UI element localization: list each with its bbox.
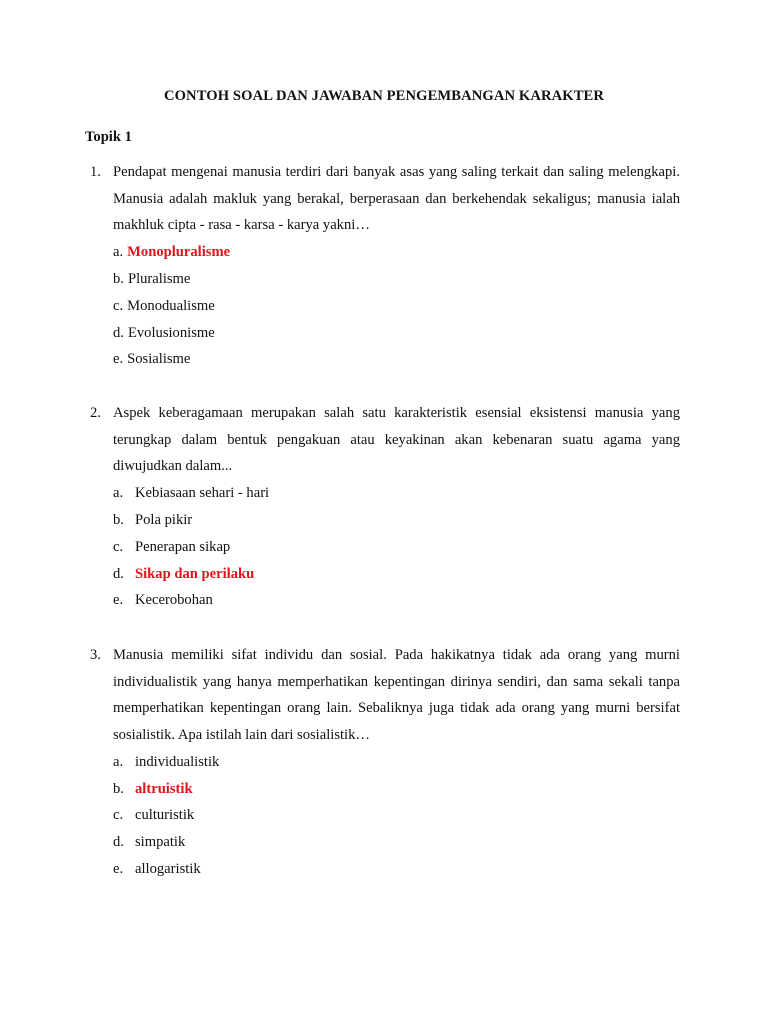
question-text: Aspek keberagamaan merupakan salah satu karakteristik esensial eksistensi manusia yang terungkap dalam bentuk pengakuan atau keyakinan akan kebenaran suatu agama yang diwujudkan dalam... (113, 405, 680, 475)
option-letter: d. (113, 565, 124, 582)
question-number: 3. (90, 647, 101, 663)
option-list (90, 480, 680, 614)
option-d (113, 561, 680, 588)
option-c (113, 293, 680, 320)
question-text: Pendapat mengenai manusia terdiri dari banyak asas yang saling terkait dan saling melengkapi. Manusia adalah makluk yang berakal, berperasaan dan berkehendak sekaligus; manusia ialah makhluk cipta - rasa - karsa - karya yakni… (113, 164, 680, 234)
option-list (90, 239, 680, 373)
option-d (113, 320, 680, 347)
correct-answer: altruistik (135, 780, 193, 797)
question-number: 1. (90, 164, 101, 180)
option-text: Monodualisme (127, 297, 215, 314)
option-text: Evolusionisme (127, 324, 215, 341)
option-letter: e. (113, 592, 124, 609)
option-text: individualistik (135, 753, 220, 770)
option-a (113, 749, 680, 776)
option-e (113, 856, 680, 883)
option-text: culturistik (135, 807, 195, 824)
option-letter: b. (113, 511, 124, 528)
question-1 (90, 159, 680, 373)
option-c (113, 534, 680, 561)
option-text: Penerapan sikap (135, 538, 231, 555)
option-letter: b. (113, 780, 124, 797)
option-text: Pola pikir (135, 511, 193, 528)
option-d (113, 829, 680, 856)
option-list (90, 749, 680, 883)
option-b (113, 266, 680, 293)
option-e (113, 587, 680, 614)
option-letter: a. (113, 753, 124, 770)
option-e (113, 346, 680, 373)
option-text: Kecerobohan (135, 592, 213, 609)
option-a (113, 480, 680, 507)
question-3 (90, 642, 680, 883)
option-b (113, 776, 680, 803)
document-title: CONTOH SOAL DAN JAWABAN PENGEMBANGAN KARAKTER (163, 88, 605, 104)
option-a (113, 239, 680, 266)
option-text: allogaristik (135, 861, 201, 877)
option-text: Kebiasaan sehari - hari (135, 485, 270, 502)
option-letter: d. (113, 834, 124, 851)
option-letter: b. (113, 270, 124, 287)
option-letter: a. (113, 244, 124, 261)
option-c (113, 802, 680, 829)
option-letter: c. (113, 297, 124, 314)
option-text: Sosialisme (127, 351, 191, 368)
option-b (113, 507, 680, 534)
option-letter: e. (113, 861, 124, 877)
question-text: Manusia memiliki sifat individu dan sosial. Pada hakikatnya tidak ada orang yang murni individualistik yang hanya memperhatikan kepentingan dirinya sendiri, dan sama sekali tanpa memperhatikan kepentingan orang lain. Sebaliknya juga tidak ada orang yang murni bersifat sosialistik. Apa istilah lain dari sosialistik… (113, 647, 680, 744)
option-letter: c. (113, 538, 124, 555)
option-text: simpatik (135, 834, 186, 851)
question-2 (90, 400, 680, 614)
option-letter: d. (113, 324, 124, 341)
correct-answer: Sikap dan perilaku (135, 565, 255, 582)
option-letter: e. (113, 351, 124, 368)
option-letter: a. (113, 485, 124, 502)
correct-answer: Monopluralisme (127, 244, 231, 261)
option-letter: c. (113, 807, 124, 824)
question-number: 2. (90, 405, 101, 421)
option-text: Pluralisme (127, 270, 191, 287)
topic-heading: Topik 1 (85, 129, 132, 145)
